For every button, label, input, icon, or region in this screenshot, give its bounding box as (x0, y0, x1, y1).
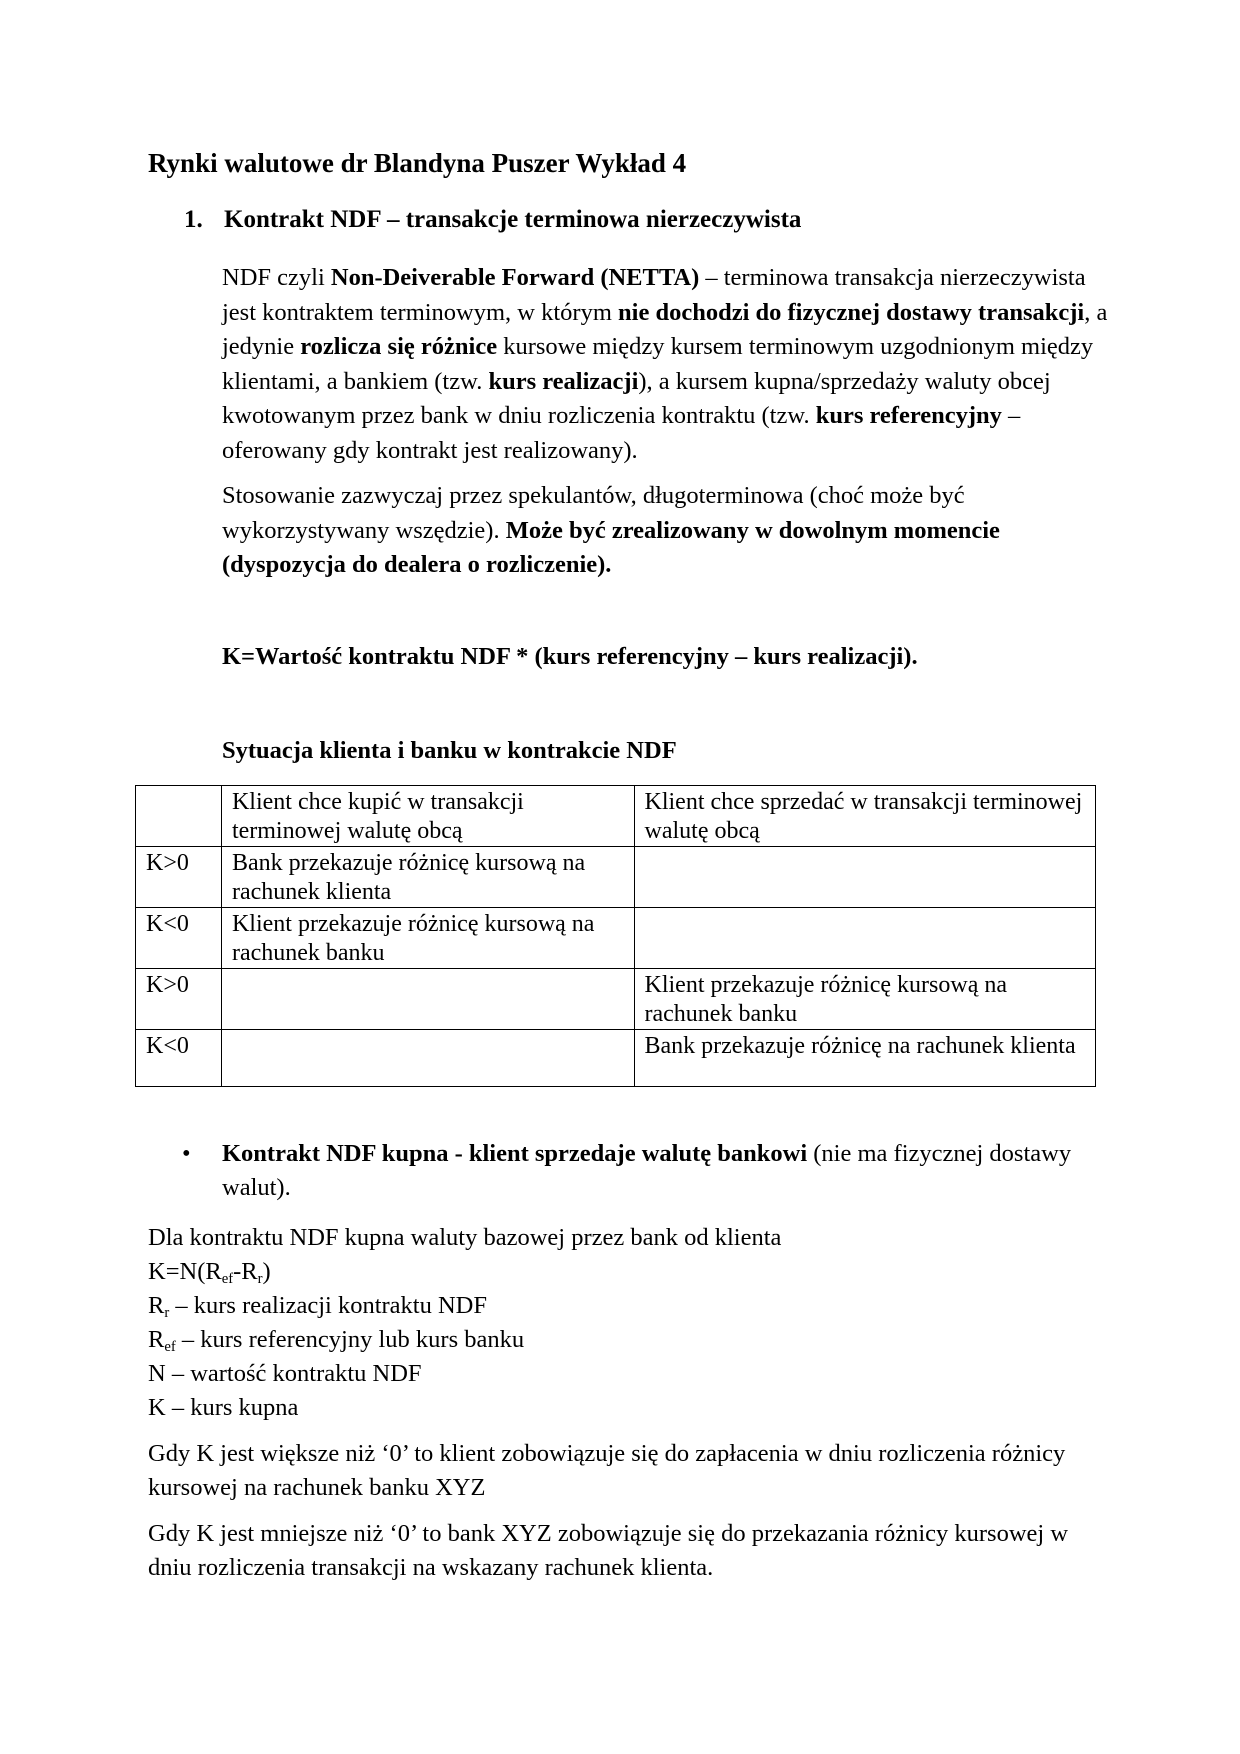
table-cell: Klient przekazuje różnicę kursową na rachunek banku (221, 908, 634, 969)
text-span: , a jedynie (222, 298, 1108, 360)
bullet-item (182, 1137, 1082, 1205)
text-span: ) (262, 1258, 271, 1285)
definition-rr (148, 1289, 1108, 1323)
section-heading-text: Kontrakt NDF – transakcje terminowa nierzeczywista (224, 206, 802, 233)
bold-term: rozlicza się różnice (300, 333, 498, 360)
definitions-intro: Dla kontraktu NDF kupna waluty bazowej przez bank od klienta (148, 1224, 782, 1251)
definitions-block (148, 1221, 1108, 1585)
subscript: ef (221, 1271, 234, 1287)
bullet-icon: • (182, 1140, 191, 1167)
section-number: 1. (184, 206, 203, 233)
subscript: ef (164, 1339, 176, 1355)
ndf-definition-paragraph (222, 261, 1122, 468)
table-cell: Bank przekazuje różnicę na rachunek klienta (634, 1030, 1096, 1087)
table-cell (634, 847, 1096, 908)
definition-n: N – wartość kontraktu NDF (148, 1360, 422, 1387)
text-span: kursowe między kursem terminowym uzgodnionym między klientami, a bankiem (tzw. (222, 333, 1094, 395)
text-span: - (448, 1140, 469, 1167)
text-span: – terminowa transakcja nierzeczywista jest kontraktem terminowym, w którym (222, 264, 1086, 326)
table-cell: K<0 (136, 1030, 222, 1087)
table-title: Sytuacja klienta i banku w kontrakcie NDF (222, 737, 677, 764)
text-span: R (148, 1326, 165, 1353)
table-cell: Klient przekazuje różnicę kursową na rachunek banku (634, 969, 1096, 1030)
text-span: Stosowanie zazwyczaj przez spekulantów, długoterminowa (choć może być wykorzystywany wszędzie). (222, 482, 965, 544)
subscript: r (257, 1271, 263, 1287)
text-span: NDF czyli (222, 264, 331, 291)
table-cell: K>0 (136, 969, 222, 1030)
table-cell: Klient chce sprzedać w transakcji terminowej walutę obcą (634, 786, 1096, 847)
definition-k: K – kurs kupna (148, 1394, 299, 1421)
table-cell: Klient chce kupić w transakcji terminowej walutę obcą (221, 786, 634, 847)
bold-term: klient sprzedaje walutę bankowi (468, 1140, 808, 1167)
table-cell (136, 786, 222, 847)
table-cell (634, 908, 1096, 969)
text-span: -R (233, 1258, 258, 1285)
closing-paragraph-2: Gdy K jest mniejsze niż ‘0’ to bank XYZ zobowiązuje się do przekazania różnicy kursowej w dniu rozliczenia transakcji na wskazany rachunek klienta. (148, 1520, 1069, 1581)
table-cell (221, 1030, 634, 1087)
spacer (148, 1425, 1108, 1437)
table-row (136, 1030, 1096, 1087)
text-span: – oferowany gdy kontrakt jest realizowany). (222, 402, 1021, 464)
text-span: – kurs referencyjny lub kurs banku (175, 1326, 525, 1353)
text-span: R (148, 1292, 165, 1319)
text-span: ), a kursem kupna/sprzedaży waluty obcej kwotowanym przez bank w dniu rozliczenia kontraktu (tzw. (222, 367, 1051, 429)
bold-term: kurs realizacji (488, 367, 639, 395)
table-cell: K<0 (136, 908, 222, 969)
bold-term: Non-Deiverable Forward (NETTA) (330, 264, 700, 291)
ndf-situation-table (135, 785, 1096, 1087)
bold-term: kurs referencyjny (815, 402, 1002, 429)
closing-paragraph-1: Gdy K jest większe niż ‘0’ to klient zobowiązuje się do zapłacenia w dniu rozliczenia różnicy kursowej na rachunek banku XYZ (148, 1440, 1066, 1501)
table-row (136, 969, 1096, 1030)
text-span: (nie ma fizycznej dostawy walut). (222, 1140, 1072, 1201)
table-header-row (136, 786, 1096, 847)
table-cell: K>0 (136, 847, 222, 908)
table-row (136, 908, 1096, 969)
page-title: Rynki walutowe dr Blandyna Puszer Wykład 4 (148, 148, 687, 178)
table-cell (221, 969, 634, 1030)
bold-term: Może być zrealizowany w dowolnym momencie (dyspozycja do dealera o rozliczenie). (222, 516, 1000, 578)
text-span: K=N(R (148, 1258, 222, 1285)
definition-ref (148, 1323, 1108, 1357)
usage-paragraph (222, 479, 1122, 583)
bold-term: Kontrakt NDF kupna (222, 1140, 449, 1167)
formula-line (148, 1255, 1108, 1289)
table-row (136, 847, 1096, 908)
section-heading (184, 206, 801, 234)
subscript: r (164, 1305, 170, 1321)
table-cell: Bank przekazuje różnicę kursową na rachunek klienta (221, 847, 634, 908)
bold-term: nie dochodzi do fizycznej dostawy transakcji (618, 298, 1085, 326)
text-span: – kurs realizacji kontraktu NDF (169, 1292, 487, 1319)
ndf-formula: K=Wartość kontraktu NDF * (kurs referencyjny – kurs realizacji). (222, 643, 918, 670)
spacer (148, 1505, 1108, 1517)
